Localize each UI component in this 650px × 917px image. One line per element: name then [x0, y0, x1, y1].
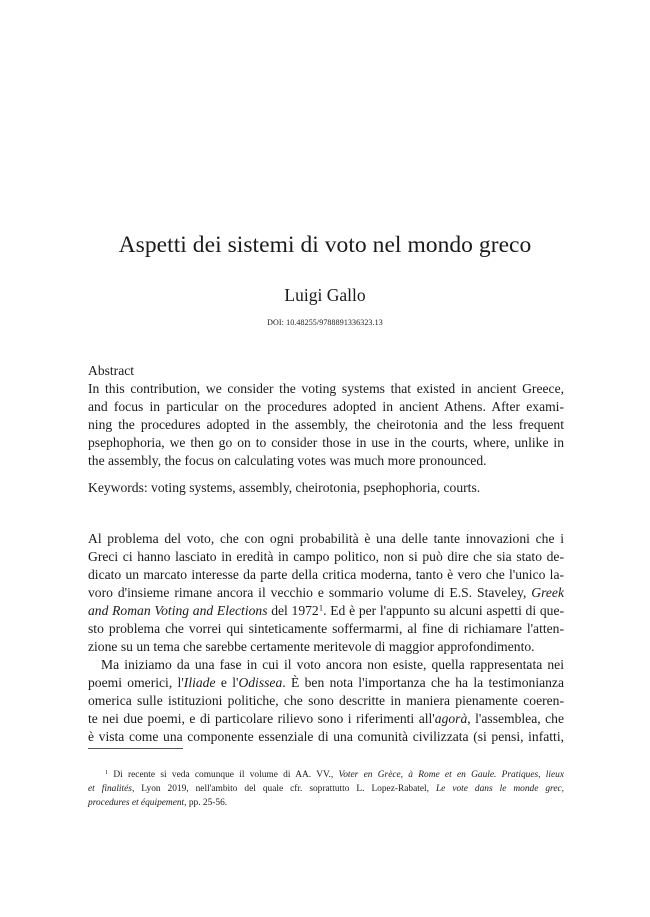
abstract-line: the assembly, the focus on calculating votes was much more pronounced. [88, 453, 487, 468]
footnote-text-run: , pp. 25-56. [184, 798, 228, 808]
body-line [88, 710, 564, 728]
body-line: zione su un tema che sarebbe certamente meritevole di maggior approfondimento. [88, 639, 535, 654]
body-line: Greci ci hanno lasciato in eredità in campo politico, non si può dire che sia stato de- [88, 549, 564, 564]
footnote-italic: et finalités [88, 784, 132, 794]
body-text-run: . Ed è per l'appunto su alcuni aspetti di que- [323, 603, 565, 618]
footnote-number: 1 [105, 769, 109, 776]
footnote-line [88, 796, 564, 810]
body-line: Ma iniziamo da una fase in cui il voto ancora non esiste, quella rappresentata nei [101, 657, 564, 672]
abstract-line: In this contribution, we consider the voting systems that existed in ancient Greece, [88, 381, 564, 396]
footnote-text-run: Di recente si veda comunque il volume di AA. VV., [108, 770, 339, 780]
work-title-italic: Odissea [238, 675, 283, 690]
work-title-italic: Iliade [183, 675, 216, 690]
body-text-run: poemi omerici, l' [88, 675, 184, 690]
book-title-italic: Greek [531, 585, 564, 600]
body-text-run: te nei due poemi, e di particolare rilievo sono i riferimenti all' [88, 711, 435, 726]
term-italic: agorà [434, 711, 468, 726]
body-line: Al problema del voto, che con ogni probabilità è una delle tante innovazioni che i [88, 531, 564, 546]
body-line: omerica sulle istituzioni politiche, che sono descritte in maniera pienamente coeren- [88, 693, 564, 708]
body-text-run: . È ben nota l'importanza che ha la testimonianza [282, 675, 565, 690]
abstract-line: and focus in particular on the procedures adopted in ancient Athens. After exami- [88, 399, 564, 414]
body-text-run: voro d'insieme rimane ancora il vecchio e sommario volume di E.S. Staveley, [88, 585, 532, 600]
body-text-run: , l'assemblea, che [467, 711, 564, 726]
footnote [88, 768, 564, 810]
footnote-ref[interactable]: 1 [318, 602, 324, 613]
body-line [88, 674, 564, 692]
body-line: è vista come una componente essenziale di una comunità civilizzata (si pensi, infatti, [88, 729, 564, 744]
footnote-line [88, 782, 564, 796]
abstract-line: psephophoria, we then go on to consider those in use in the courts, where, unlike in [88, 435, 564, 450]
body-line [88, 602, 564, 620]
keywords [88, 479, 564, 497]
abstract-line: ning the procedures adopted in the assembly, the cheirotonia and the less frequent [88, 417, 564, 432]
footnote-italic: Le vote dans le monde grec, [435, 784, 564, 794]
doi: DOI: 10.48255/9788891336323.13 [267, 318, 383, 327]
footnote-text-run: , Lyon 2019, nell'ambito del quale cfr. soprattutto L. Lopez-Rabatel, [131, 784, 436, 794]
body-line: dicato un marcato interesse da parte della critica moderna, tanto è vero che l'unico la- [88, 567, 564, 582]
footnote-italic: Voter en Grèce, à Rome et en Gaule. Pratiques, lieux [338, 770, 564, 780]
footnote-line [88, 768, 564, 782]
keywords-line: Keywords: voting systems, assembly, cheirotonia, psephophoria, courts. [88, 480, 481, 495]
body-text-run: e l' [215, 675, 239, 690]
body-line [88, 584, 564, 602]
body-line: sto problema che vorrei qui sinteticamente soffermarmi, al fine di richiamare l'atten- [88, 621, 564, 636]
book-title-italic: and Roman Voting and Elections [88, 603, 268, 618]
footnote-italic: procedures et équipement [88, 798, 185, 808]
body-text [88, 530, 564, 746]
abstract-heading: Abstract [88, 363, 135, 378]
paper-title: Aspetti dei sistemi di voto nel mondo greco [118, 232, 532, 258]
body-text-run: del 1972 [267, 603, 319, 618]
footnote-divider [88, 748, 183, 749]
author-name: Luigi Gallo [284, 285, 366, 305]
abstract-section [88, 362, 564, 470]
